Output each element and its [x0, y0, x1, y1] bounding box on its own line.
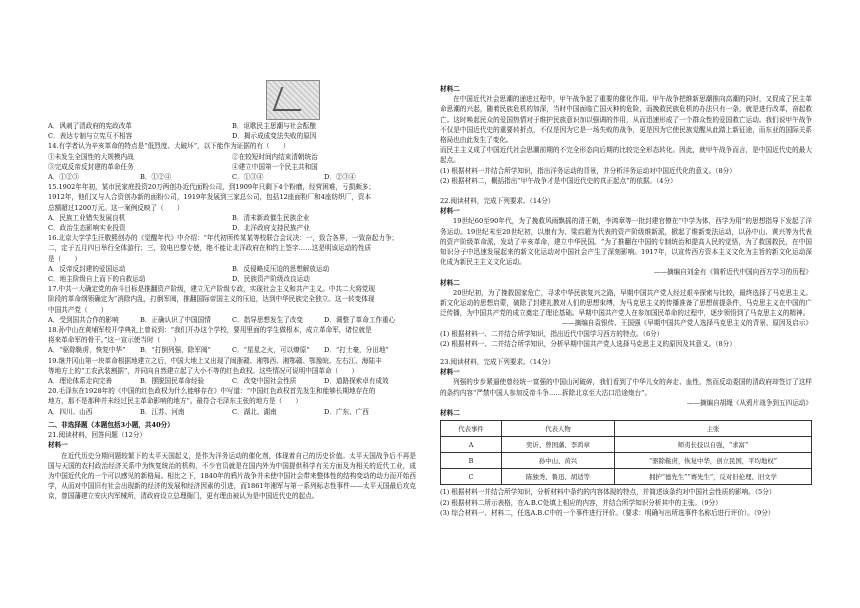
source-citation: ——摘编自袁银传、王国强《早期中国共产党人选择马克思主义的背景、原因及启示》 — [561, 319, 812, 328]
option: C．湖北、湖南 — [232, 407, 277, 416]
option: A．讽刺了清政府的宪政改革 — [48, 122, 132, 130]
q19-options — [48, 376, 416, 386]
q19-line: 等地方上的“工农武装割据”，并同向自然建立起了大小不等的红色政权。这些情况可说明中国革命（ ） — [48, 366, 359, 375]
option: B．①②④ — [140, 173, 172, 182]
q15-line: 1912年，他们又与人合资创办新的面粉公司，1919年发展到三家总公司，包括12座面粉厂和4座纺织厂，资本 — [48, 193, 372, 202]
section-heading: 二、非选择题（本题包括3小题，共40分） — [48, 420, 174, 429]
table-header: 代表事件 — [441, 421, 502, 437]
q15-line: 15.1902年年初，某市民家庭投资20万两创办近代面粉公司，到1909年只剩下4个粉磨，经营困难，亏损颇多； — [48, 183, 375, 192]
table-cell: B — [441, 453, 502, 469]
material-text: 19世纪60至90年代，为了挽救风雨飘摇的清王朝，李鸿章等一批封建官僚在“中学为体，西学为用”的思想指导下发起了洋务运动。19世纪末至20世纪初，以康有为、梁启超为代表的资产阶级维新派，掀起了维新变法运动，以孙中山、黄兴等为代表的资产阶级革命派，发动了辛亥革命，建立中华民国。“为了推翻在中国的专制统治和提高人民的觉悟，为了救国救民，在中国知识分子中迅速发展起来的新文化运动对中国社会产生了深刻影响。1917年，以宣传西方资本主义文化为主旨的新文化运动深化成为新民主主义文化运动。 — [440, 217, 812, 267]
q21-heading: 21.阅读材料，回答问题（12分） — [48, 431, 147, 440]
material-text: 列强的步步紧逼使曾经统一富强的中国山河破碎，我们看到了中华儿女的奔走、血性，然而反动委国的清政府却签订了这样的条约内容“严禁中国人参加反帝斗争……拆除北京至大沽口沿途炮台”。 — [440, 378, 812, 397]
q14-options — [48, 172, 416, 182]
option: D．民族资产阶级改良运动 — [232, 275, 310, 284]
q13-options-2 — [48, 131, 416, 141]
option: B．讴歌民主思潮与社会酝酿 — [232, 122, 316, 130]
events-table — [440, 420, 812, 485]
option: B．正确认识了中国国情 — [140, 315, 211, 324]
table-cell: C — [441, 469, 502, 485]
material-text-cont: 而民主主义成了中国近代社会思潮前期的不完全形态向后期的比较完全形态转化。因此，就甲午战争而言，是中国近代史的最大起点。 — [440, 146, 812, 165]
material-label: 材料一 — [440, 207, 460, 216]
option: C．政治生态影响实业投资 — [48, 224, 126, 233]
material-text: 20世纪初，为了挽救国家危亡，寻求中华民族复兴之路，早期中国共产党人经过艰辛探索与比较，最终选择了马克思主义。新文化运动的思想启蒙，破除了封建礼教对人们的思想束缚，为马克思主义的传播准备了思想前提条件，马克思主义在中国的广泛传播，为中国共产党的成立奠定了理论基础。早期中国共产党人在参加国民革命的过程中，逐步领悟到了马克思主义的精神。 — [440, 288, 812, 318]
q15-line: 总额超过1200万元。这一案例反映了（ ） — [48, 203, 184, 212]
option: D．②③④ — [324, 173, 356, 182]
q17-line: 17.中共一大确定党的奋斗目标是推翻资产阶级，建立无产阶级专政，实现社会主义和共产主义。中共二大将党现 — [48, 285, 375, 294]
q16-line: 二，定于五月四日举行全体游行；三，致电巴黎专使，绝不能让北洋政府在和约上签字……这是明该运动的性质 — [48, 244, 372, 253]
q23-heading: 23.阅读材料，完成下列要求。（14分） — [440, 358, 555, 367]
q14-stem: 14.有学者认为辛亥革命的特点是“低烈度、大破坏”，以下能作为证据的有（ ） — [48, 142, 290, 151]
option: D．调整了革命工作重心 — [324, 315, 396, 324]
table-cell: “驱除鞑虏，恢复中华，创立民国，平均地权” — [615, 453, 812, 469]
option: C．“星星之火，可以燎原” — [232, 346, 310, 355]
q19-line: 19.继井冈山第一块革命根据地建立之后，中国大地上又出现了闽浙赣、湘鄂西、湘鄂赣、鄂豫皖、左右江、海陆丰 — [48, 356, 382, 365]
material-label: 材料二 — [440, 85, 460, 93]
item: ①未发生全国性的大规模内战 — [48, 152, 134, 161]
option: A．受到国共合作的影响 — [48, 315, 119, 324]
option: A．四川、山西 — [48, 407, 93, 416]
option: A．“驱除鞑虏，恢复中华” — [48, 346, 126, 355]
material-label: 材料二 — [440, 409, 460, 418]
q18-line: 18.孙中山在黄埔军校开学典礼上曾说到：“我们开办这个学校，要用里面的学生做根本，成立革命军，诸位就是 — [48, 326, 372, 335]
q20-line: 20.毛泽东在1928年的《中国的红色政权为什么能够存在》中写道：“中国红色政权首先发生和能够长期地存在的 — [48, 387, 376, 396]
q16-options-2 — [48, 274, 416, 284]
left-column — [48, 0, 416, 502]
q14-items-2 — [48, 162, 416, 172]
material-text: 在近代历史分期问题较繁下的太平天国起义，是作为洋务运动的催化剂，体现着自己的历史价值。太平天国战争后不再是国与天国的农村政治经济关系中为恢复统治的机构，不少官员就是在国内外为中国提供科学有关方面及为相关的近代工业，成为中国近代化的一个可以感见的新格局。相比之下，1840年的鸦片战争并未使中国社会带来整体性的结构变动的动力而开始西学，从而对中国旧有社会出现新的经济的发展和经济因素的引进，而1861年湘军与第一系列标志性事件——太平天国最后攻克京，曾国藩建立安庆内军械所，清政府设立总理衙门，更有理由被认为是中国近代史的起点。 — [48, 451, 416, 501]
table-cell: 拥护“德先生”“赛先生”，反对旧伦理、旧文学 — [615, 469, 812, 485]
source-citation: ——摘编自刘金有《简析近代中国向西方学习的历程》 — [653, 268, 812, 277]
q18-options — [48, 345, 416, 355]
q14-items — [48, 152, 416, 162]
item: ②在较短时间内结束清朝统治 — [232, 152, 318, 161]
sub-question: (1) 根据材料一、二并结合所学知识，指出近代中国学习西方的特点。（6分） — [440, 329, 664, 338]
table-cell: 奕䜣、曾国藩、李鸿章 — [502, 437, 615, 453]
q15-options — [48, 213, 416, 223]
material-text: 在中国近代社会思潮的递进过程中，甲午战争起了重要的催化作用。甲午战争把维新思潮推向高潮的同时，又促成了民主革命思潮的兴起，随着民族危机的加深，当时中国面临亡国灭种的危险，而挽救民族危机的办法只有一条，就是进行改革，奋起救亡。这时唤起民众的爱国热情对于维护民族意识加以强调的作用，从而迅速形成了一个群众性的爱国救亡运动。我们说甲午战争不仅是中国近代史的重要转折点，不仅是因为它是一场失败的战争，更是因为它使民族觉醒从此踏上新征途，而东亚的国际关系格局也由此发生了变化。 — [440, 95, 812, 145]
table-row — [441, 437, 812, 453]
item: ④建立中国第一个民主共和国 — [232, 162, 318, 171]
sub-question: (1) 根据材料一并结合所学知识，指出洋务运动的背景，并分析洋务运动对中国近代化的意义。（8分） — [440, 166, 736, 175]
material-label: 材料二 — [440, 278, 460, 287]
option: B．“打倒列强，除军阀” — [140, 346, 211, 355]
q22-heading: 22.阅读材料，完成下列要求。（14分） — [440, 197, 555, 206]
q20-options — [48, 407, 416, 417]
option: A．反帝反封建的爱国运动 — [48, 264, 126, 273]
q17-options — [48, 315, 416, 325]
option: B．江苏、河南 — [140, 407, 185, 416]
table-header: 主张 — [615, 421, 812, 437]
q17-line: 阶段的革命纲领确定为“消除内乱，打倒军阀，推翻国际帝国主义的压迫，达到中华民族完全独立。这一转变体现 — [48, 295, 375, 304]
q16-options — [48, 264, 416, 274]
q20-line: 地方，那不是那种并未经过民主革命影响的地方”。最符合毛泽东主张的地方是（ ） — [48, 397, 302, 406]
option: D．“打土豪，分田地” — [324, 346, 389, 355]
option: C．表达专制与立宪互不相容 — [48, 132, 133, 141]
source-citation: ——摘编自胡绳《从鸦片战争到五四运动》 — [686, 398, 812, 407]
item: ③完成反帝反封建的革命任务 — [48, 162, 134, 171]
option: D．道路探索卓有成效 — [324, 377, 389, 386]
q13-options — [48, 121, 416, 131]
table-row — [441, 453, 812, 469]
option: B．反侵略反压迫的思想解放运动 — [232, 264, 330, 273]
material-label: 材料一 — [440, 368, 460, 377]
q16-line: 16.北京大学学生汪敬熙创办的《觉醒年代》中介绍：“年代初所传某某等校联合会议决：一，致合各界，一致奋起力争； — [48, 234, 399, 243]
q16-line: 是（ ） — [48, 254, 81, 263]
table-cell: 陈独秀、鲁迅、胡适等 — [502, 469, 615, 485]
material-label: 材料一 — [48, 441, 68, 450]
option: D．广东、广西 — [324, 407, 369, 416]
option: C．①③④ — [232, 173, 264, 182]
table-header: 代表人物 — [502, 421, 615, 437]
table-header-row — [441, 421, 812, 437]
option: B．摆脱国民革命经验 — [140, 377, 205, 386]
sub-question: (2) 根据材料二，概括指出“甲午战争才是中国近代史的真正起点”的依据。（4分） — [440, 176, 677, 185]
option: A．①②③ — [48, 173, 80, 182]
table-cell: A — [441, 437, 502, 453]
option: A．理论体系走向完善 — [48, 377, 113, 386]
sub-question: (1) 根据材料一并结合所学知识，分析材料中条约的内容体现的特点，并简述该条约对中国社会性质的影响。（5分） — [440, 488, 776, 497]
option: C．改变中国社会性质 — [232, 377, 297, 386]
option: D．北洋政府支持民族产业 — [232, 224, 310, 233]
option: C．指导思想发生了改变 — [232, 315, 303, 324]
option: D．揭示成成变法失败的原因 — [232, 132, 317, 141]
table-row — [441, 469, 812, 485]
table-cell: 师夷长技以自强，“求富” — [615, 437, 812, 453]
table-cell: 孙中山、黄兴 — [502, 453, 615, 469]
q17-line: 中国共产党（ ） — [48, 305, 108, 314]
right-column — [440, 84, 812, 518]
sub-question: (3) 综合材料一、材料二，任选A.B.C中的一个事件进行评价。（要求：明确写出所选事件名称后进行评价）。（9分） — [440, 508, 775, 517]
sub-question: (2) 根据材料一、二并结合所学知识，分析早期中国共产党人选择马克思主义的原因及其意义。（8分） — [440, 339, 736, 348]
q18-line: 将来革命军的骨干。”这一宣示使当时（ ） — [48, 336, 180, 345]
sub-question: (2) 根据材料二所示表格，在A.B.C处填上相应的内容，并结合所学知识分析其中的主张。（9分） — [440, 498, 722, 507]
option: A．民族工业错失发展良机 — [48, 213, 126, 222]
q15-options-2 — [48, 223, 416, 233]
cartoon-image — [266, 80, 320, 120]
option: C．地主阶级自上而下的自救运动 — [48, 275, 146, 284]
option: B．清末新政催生民族企业 — [232, 213, 310, 222]
